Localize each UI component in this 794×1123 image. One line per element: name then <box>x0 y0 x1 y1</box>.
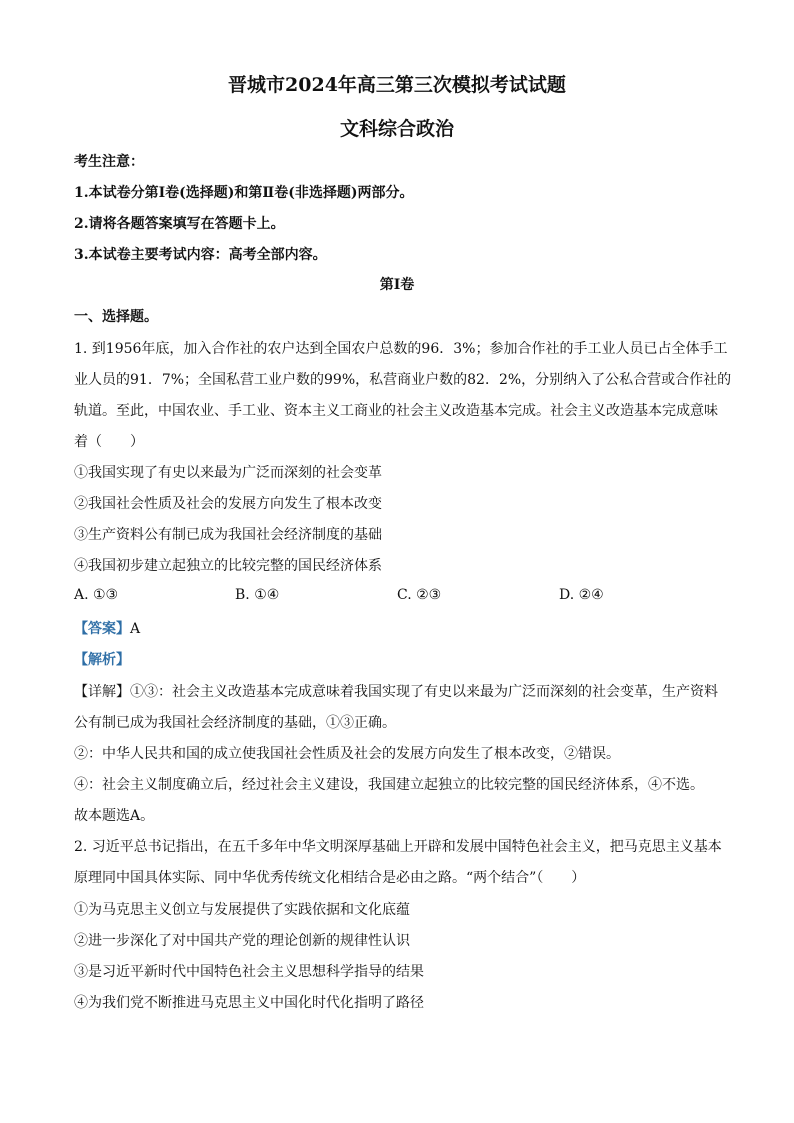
q1-stem-line: 业人员的91．7%；全国私营工业户数的99%，私营商业户数的82．2%，分别纳入了公私合营或合作社的 <box>74 372 732 388</box>
detail-label: 【详解】 <box>74 684 130 700</box>
q2-option: ④为我们党不断推进马克思主义中国化时代化指明了路径 <box>74 995 424 1011</box>
notice-item: 2.请将各题答案填写在答题卡上。 <box>74 216 285 232</box>
notice-item: 1.本试卷分第Ⅰ卷(选择题)和第Ⅱ卷(非选择题)两部分。 <box>74 185 414 201</box>
q1-detail-line: 公有制已成为我国社会经济制度的基础，①③正确。 <box>74 715 396 731</box>
q1-choice-d: D. ②④ <box>559 587 604 603</box>
q1-option: ③生产资料公有制已成为我国社会经济制度的基础 <box>74 527 382 543</box>
q1-detail-line: ②：中华人民共和国的成立使我国社会性质及社会的发展方向发生了根本改变，②错误。 <box>74 746 620 762</box>
part-heading: 一、选择题。 <box>74 309 158 325</box>
page-subtitle: 文科综合政治 <box>339 118 454 140</box>
q2-option: ③是习近平新时代中国特色社会主义思想科学指导的结果 <box>74 964 424 980</box>
q1-detail-line: 故本题选A。 <box>74 808 155 824</box>
detail-text: ①③：社会主义改造基本完成意味着我国实现了有史以来最为广泛而深刻的社会变革，生产资料 <box>130 684 718 700</box>
q1-detail-line: ④：社会主义制度确立后，经过社会主义建设，我国建立起独立的比较完整的国民经济体系，④不选。 <box>74 777 704 793</box>
q1-stem-line: 着（ ） <box>74 434 144 450</box>
q1-choice-c: C. ②③ <box>397 587 442 603</box>
answer-value: A <box>130 621 141 637</box>
notice-item: 3.本试卷主要考试内容：高考全部内容。 <box>74 247 327 263</box>
q1-option: ②我国社会性质及社会的发展方向发生了根本改变 <box>74 496 382 512</box>
analysis-label: 【解析】 <box>74 652 130 668</box>
q2-stem-line: 2. 习近平总书记指出，在五千多年中华文明深厚基础上开辟和发展中国特色社会主义，把马克思主义基本 <box>74 839 722 855</box>
q1-choice-b: B. ①④ <box>235 587 280 603</box>
q2-stem-line: 原理同中国具体实际、同中华优秀传统文化相结合是必由之路。“两个结合”（ ） <box>74 870 586 886</box>
q2-option: ①为马克思主义创立与发展提供了实践依据和文化底蕴 <box>74 902 410 918</box>
q1-option: ④我国初步建立起独立的比较完整的国民经济体系 <box>74 558 382 574</box>
q1-option: ①我国实现了有史以来最为广泛而深刻的社会变革 <box>74 465 382 481</box>
q1-analysis <box>74 649 130 669</box>
q1-answer <box>74 618 140 638</box>
answer-label: 【答案】 <box>74 621 130 637</box>
page-title: 晋城市2024年高三第三次模拟考试试题 <box>228 74 566 96</box>
volume-heading: 第Ⅰ卷 <box>379 277 415 293</box>
q1-stem-line: 1. 到1956年底，加入合作社的农户达到全国农户总数的96．3%；参加合作社的手工业人员已占全体手工 <box>74 341 728 357</box>
q1-detail-line <box>74 681 718 701</box>
q2-option: ②进一步深化了对中国共产党的理论创新的规律性认识 <box>74 933 410 949</box>
q1-stem-line: 轨道。至此，中国农业、手工业、资本主义工商业的社会主义改造基本完成。社会主义改造基本完成意味 <box>74 403 718 419</box>
q1-choice-a: A. ①③ <box>74 587 119 603</box>
notice-heading: 考生注意： <box>74 154 144 170</box>
